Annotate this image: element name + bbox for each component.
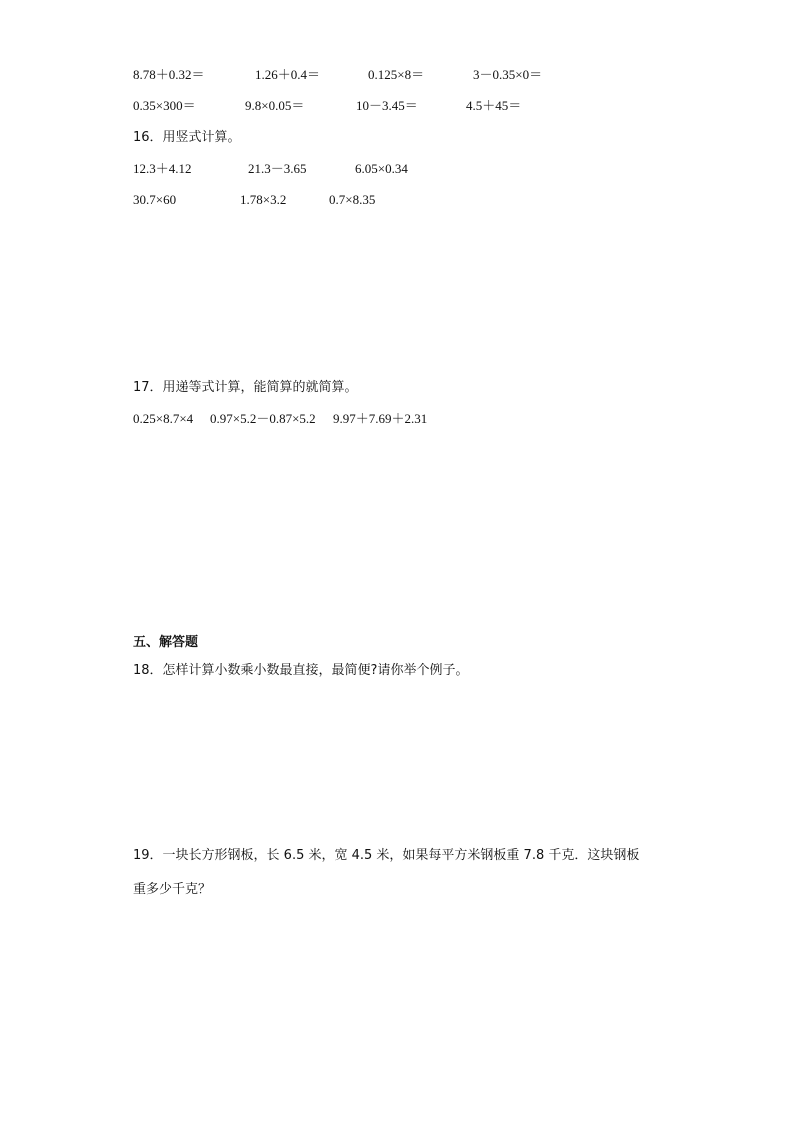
q17-title: 17．用递等式计算，能简算的就简算。 [133,380,358,395]
q15-item: 0.125×8＝ [368,67,425,82]
q15-item: 10－3.45＝ [356,98,418,113]
q19-text-line-1: 19．一块长方形钢板，长 6.5 米，宽 4.5 米，如果每平方米钢板重 7.8 千克．这块钢板 [133,848,640,863]
q19-text-line-2: 重多少千克？ [133,882,212,897]
q16-title-line [0,128,794,148]
q15-item: 9.8×0.05＝ [245,98,305,113]
q16-item: 12.3＋4.12 [133,161,192,176]
q16-item: 6.05×0.34 [355,161,408,176]
section-heading: 五、解答题 [133,635,199,650]
q15-item: 8.78＋0.32＝ [133,67,205,82]
q16-title: 16．用竖式计算。 [133,130,241,145]
q15-item: 0.35×300＝ [133,98,196,113]
q16-row-2 [0,190,794,210]
q17-row [0,409,794,429]
q15-item: 4.5＋45＝ [466,98,522,113]
q16-item: 21.3－3.65 [248,161,307,176]
q18-text: 18．怎样计算小数乘小数最直接，最简便?请你举个例子。 [133,663,469,678]
q16-row-1 [0,159,794,179]
q15-item: 1.26＋0.4＝ [255,67,321,82]
q16-item: 0.7×8.35 [329,192,376,207]
q15-row-1 [0,65,794,85]
q19-line-2 [0,880,794,900]
section-5-heading-line [0,633,794,653]
q16-item: 30.7×60 [133,192,177,207]
q17-item: 0.97×5.2－0.87×5.2 [210,411,316,426]
q19-line-1 [0,846,794,866]
q17-title-line [0,378,794,398]
q15-row-2 [0,96,794,116]
q17-item: 0.25×8.7×4 [133,411,194,426]
q18-line [0,661,794,681]
q16-item: 1.78×3.2 [240,192,287,207]
q17-item: 9.97＋7.69＋2.31 [333,411,428,426]
q15-item: 3－0.35×0＝ [473,67,543,82]
